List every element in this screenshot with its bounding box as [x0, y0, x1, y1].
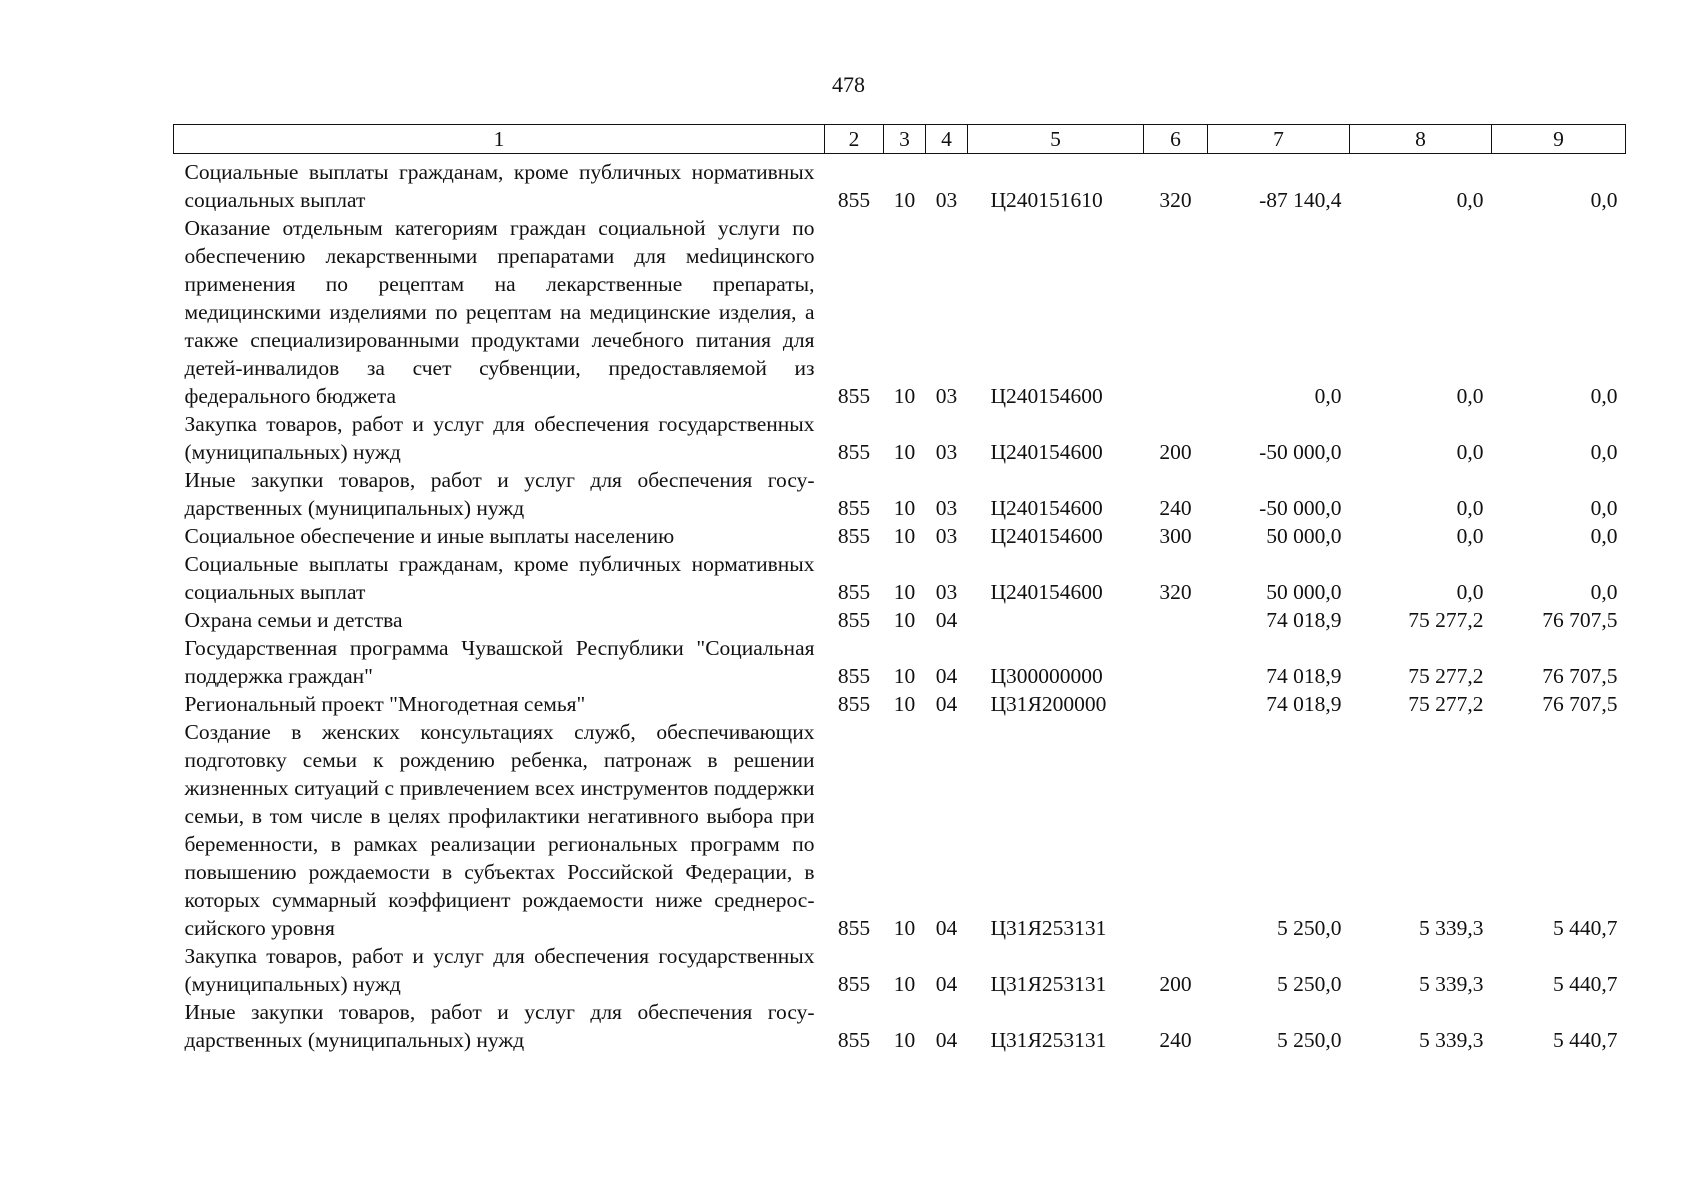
row-name-cell: Оказание отдельным категориям граждан социальной услуги по обеспечению лекарственными препаратами для меdицинского применения по рецептам на лекарственные препараты, медицинскими изделиями по рецептам на медицинские изделия, а также специализированными продуктами лечебного питания для детей-инвалидов за счет субвенции, предоставляемой из федерального бюджета	[184, 216, 815, 408]
year-3-value-cell: 0,0	[1590, 384, 1618, 408]
budget-table	[173, 124, 1626, 1054]
table-row	[174, 466, 1626, 522]
row-name-cell: Социальные выплаты гражданам, кроме публичных нормативных социальных выплат	[184, 552, 815, 604]
target-article-cell: Ц240154600	[990, 496, 1103, 520]
row-name-cell: Иные закупки товаров, работ и услуг для обеспечения государственных (муниципальных) нужд	[184, 468, 815, 520]
section-cell: 10	[893, 524, 916, 548]
year-2-value-cell: 5 339,3	[1419, 1028, 1484, 1052]
section-cell: 10	[893, 496, 916, 520]
target-article-cell: Ц300000000	[990, 664, 1103, 688]
target-article-cell: Ц31Я200000	[990, 692, 1107, 716]
row-name-cell: Социальные выплаты гражданам, кроме публичных нормативных социальных выплат	[184, 160, 815, 212]
column-header-year-3: 9	[1492, 125, 1626, 154]
expense-type-cell	[1144, 606, 1208, 634]
year-3-value-cell: 5 440,7	[1553, 1028, 1618, 1052]
year-2-value-cell: 5 339,3	[1419, 972, 1484, 996]
year-3-value-cell: 0,0	[1590, 496, 1618, 520]
section-cell: 10	[893, 664, 916, 688]
subsection-cell: 04	[935, 664, 958, 688]
table-row	[174, 410, 1626, 466]
year-2-value-cell: 5 339,3	[1419, 916, 1484, 940]
target-article-cell: Ц240154600	[990, 384, 1103, 408]
year-1-value-cell: -50 000,0	[1259, 440, 1342, 464]
page-number: 478	[832, 72, 865, 97]
subsection-cell: 03	[935, 496, 958, 520]
year-2-value-cell: 75 277,2	[1408, 608, 1484, 632]
subsection-cell: 04	[935, 972, 958, 996]
expense-type-cell	[1144, 214, 1208, 410]
target-article-cell: Ц31Я253131	[990, 916, 1107, 940]
table-row	[174, 942, 1626, 998]
grbs-cell: 855	[837, 496, 871, 520]
year-1-value-cell: 5 250,0	[1277, 1028, 1342, 1052]
grbs-cell: 855	[837, 440, 871, 464]
table-row	[174, 522, 1626, 550]
year-3-value-cell: 76 707,5	[1542, 692, 1618, 716]
row-name-cell: Охрана семьи и детства	[184, 608, 403, 632]
year-3-value-cell: 0,0	[1590, 188, 1618, 212]
year-3-value-cell: 0,0	[1590, 580, 1618, 604]
column-header-target-article: 5	[968, 125, 1144, 154]
year-1-value-cell: 74 018,9	[1266, 608, 1342, 632]
target-article-cell	[968, 606, 1144, 634]
section-cell: 10	[893, 1028, 916, 1052]
subsection-cell: 03	[935, 524, 958, 548]
column-header-name: 1	[174, 125, 825, 154]
expense-type-cell: 320	[1159, 580, 1192, 604]
expense-type-cell	[1144, 690, 1208, 718]
row-name-cell: Иные закупки товаров, работ и услуг для обеспечения государственных (муниципальных) нужд	[184, 1000, 815, 1052]
grbs-cell: 855	[837, 580, 871, 604]
section-cell: 10	[893, 692, 916, 716]
table-row	[174, 998, 1626, 1054]
year-1-value-cell: 0,0	[1314, 384, 1342, 408]
year-1-value-cell: 5 250,0	[1277, 972, 1342, 996]
year-1-value-cell: 50 000,0	[1266, 524, 1342, 548]
year-1-value-cell: 5 250,0	[1277, 916, 1342, 940]
grbs-cell: 855	[837, 972, 871, 996]
column-header-year-1: 7	[1208, 125, 1350, 154]
table-row	[174, 690, 1626, 718]
year-2-value-cell: 0,0	[1456, 496, 1484, 520]
year-1-value-cell: -50 000,0	[1259, 496, 1342, 520]
subsection-cell: 04	[935, 916, 958, 940]
grbs-cell: 855	[837, 524, 871, 548]
year-2-value-cell: 0,0	[1456, 580, 1484, 604]
section-cell: 10	[893, 384, 916, 408]
subsection-cell: 04	[935, 608, 958, 632]
grbs-cell: 855	[837, 664, 871, 688]
section-cell: 10	[893, 580, 916, 604]
subsection-cell: 04	[935, 692, 958, 716]
year-1-value-cell: -87 140,4	[1259, 188, 1342, 212]
column-header-grbs: 2	[825, 125, 884, 154]
section-cell: 10	[893, 916, 916, 940]
row-name-cell: Закупка товаров, работ и услуг для обеспечения государственных (муниципальных) нужд	[184, 944, 815, 996]
year-3-value-cell: 0,0	[1590, 440, 1618, 464]
year-3-value-cell: 76 707,5	[1542, 664, 1618, 688]
year-2-value-cell: 75 277,2	[1408, 664, 1484, 688]
subsection-cell: 04	[935, 1028, 958, 1052]
row-name-cell: Региональный проект "Многодетная семья"	[184, 692, 586, 716]
target-article-cell: Ц240154600	[990, 524, 1103, 548]
column-header-subsection: 4	[926, 125, 968, 154]
expense-type-cell: 320	[1159, 188, 1192, 212]
column-header-year-2: 8	[1350, 125, 1492, 154]
expense-type-cell	[1144, 634, 1208, 690]
target-article-cell: Ц240151610	[990, 188, 1103, 212]
subsection-cell: 03	[935, 384, 958, 408]
expense-type-cell	[1144, 718, 1208, 942]
year-1-value-cell: 74 018,9	[1266, 692, 1342, 716]
row-name-cell: Создание в женских консультациях служб, обеспечивающих подготовку семьи к рождению ребенка, патронаж в решении жизненных ситуаций с привлечением всех инструментов поддержки семьи, в том числе в целях профилактики негативного выбора при беременности, в рамках реализации региональных программ по повышению рождаемости в субъектах Российской Федерации, в которых суммарный коэффициент рождаемости ниже среднероссийского уровня	[184, 720, 815, 940]
row-name-cell: Закупка товаров, работ и услуг для обеспечения государственных (муниципальных) нужд	[184, 412, 815, 464]
section-cell: 10	[893, 440, 916, 464]
year-2-value-cell: 0,0	[1456, 440, 1484, 464]
target-article-cell: Ц31Я253131	[990, 1028, 1107, 1052]
row-name-cell: Государственная программа Чувашской Республики "Социальная поддержка граждан"	[184, 636, 815, 688]
grbs-cell: 855	[837, 1028, 871, 1052]
grbs-cell: 855	[837, 916, 871, 940]
year-3-value-cell: 5 440,7	[1553, 972, 1618, 996]
year-2-value-cell: 0,0	[1456, 384, 1484, 408]
table-row	[174, 606, 1626, 634]
expense-type-cell: 300	[1159, 524, 1192, 548]
table-row	[174, 718, 1626, 942]
grbs-cell: 855	[837, 384, 871, 408]
subsection-cell: 03	[935, 188, 958, 212]
table-header	[174, 125, 1626, 154]
year-1-value-cell: 74 018,9	[1266, 664, 1342, 688]
grbs-cell: 855	[837, 692, 871, 716]
table-row	[174, 154, 1626, 215]
grbs-cell: 855	[837, 188, 871, 212]
table-row	[174, 550, 1626, 606]
year-2-value-cell: 0,0	[1456, 524, 1484, 548]
section-cell: 10	[893, 608, 916, 632]
column-header-expense-type: 6	[1144, 125, 1208, 154]
table-row	[174, 214, 1626, 410]
grbs-cell: 855	[837, 608, 871, 632]
year-3-value-cell: 5 440,7	[1553, 916, 1618, 940]
column-header-section: 3	[884, 125, 926, 154]
year-2-value-cell: 75 277,2	[1408, 692, 1484, 716]
year-2-value-cell: 0,0	[1456, 188, 1484, 212]
expense-type-cell: 200	[1159, 440, 1192, 464]
target-article-cell: Ц240154600	[990, 440, 1103, 464]
table-row	[174, 634, 1626, 690]
year-3-value-cell: 0,0	[1590, 524, 1618, 548]
target-article-cell: Ц31Я253131	[990, 972, 1107, 996]
expense-type-cell: 240	[1159, 496, 1192, 520]
year-3-value-cell: 76 707,5	[1542, 608, 1618, 632]
column-number-row	[174, 125, 1626, 154]
row-name-cell: Социальное обеспечение и иные выплаты населению	[184, 524, 675, 548]
target-article-cell: Ц240154600	[990, 580, 1103, 604]
expense-type-cell: 240	[1159, 1028, 1192, 1052]
year-1-value-cell: 50 000,0	[1266, 580, 1342, 604]
subsection-cell: 03	[935, 440, 958, 464]
subsection-cell: 03	[935, 580, 958, 604]
section-cell: 10	[893, 188, 916, 212]
section-cell: 10	[893, 972, 916, 996]
table-body	[174, 154, 1626, 1055]
expense-type-cell: 200	[1159, 972, 1192, 996]
